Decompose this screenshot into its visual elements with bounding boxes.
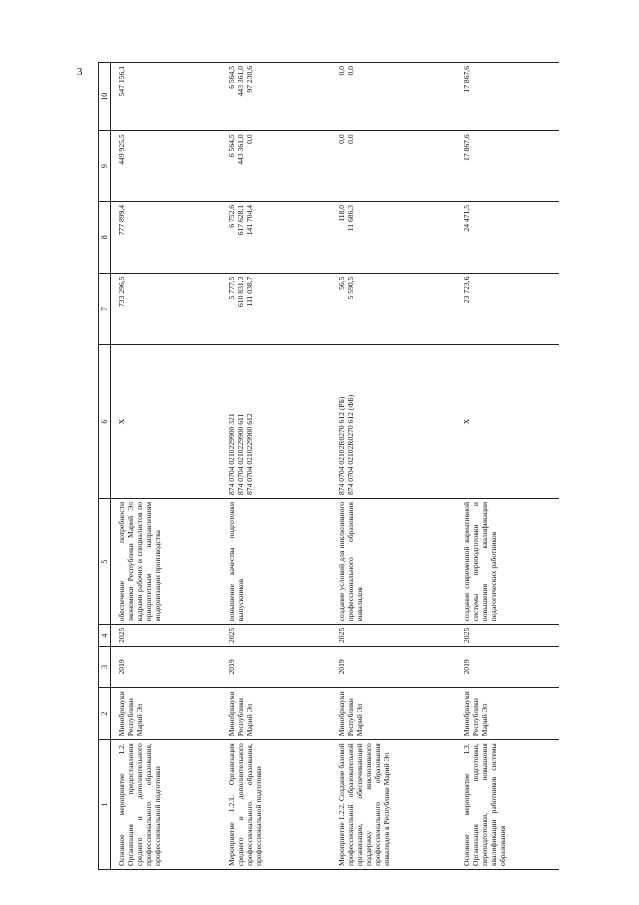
value-line: 733 296,5 — [117, 276, 126, 307]
value-line: 23 723,6 — [462, 276, 471, 304]
kbk-line: Х — [462, 418, 471, 425]
value-col9-cell — [454, 131, 559, 202]
value-col8-cell — [111, 201, 220, 273]
value-line: 97 230,6 — [245, 66, 254, 93]
result-cell: создание условий для инклюзивного профессионального образования инвалидов — [329, 498, 454, 624]
measure-name-cell: Основное мероприятие 1.2. Организация предоставления среднего и дополнительного профессионального образования, профессиональной подготовки — [111, 740, 220, 870]
value-col10-cell — [219, 63, 329, 131]
value-line: 118,0 — [337, 204, 346, 222]
value-line: 777 899,4 — [117, 204, 126, 236]
value-line: 11 686,3 — [346, 204, 355, 232]
value-line: 0,0 — [337, 66, 346, 76]
value-line: 0,0 — [346, 134, 355, 144]
end-year-cell: 2025 — [454, 625, 559, 647]
value-col7-cell — [111, 273, 220, 345]
kbk-line: 874 0704 02102R0270 612 (ФБ) — [346, 394, 355, 495]
value-line: 547 156,1 — [117, 66, 126, 97]
page-number: 3 — [77, 66, 83, 78]
value-col9-cell — [219, 131, 329, 202]
value-line: 443 361,0 — [236, 66, 245, 97]
value-col9-cell — [111, 131, 220, 202]
measure-name-cell: Основное мероприятие 1.3. Организация подготовки, переподготовки, повышения квалификации работников системы образования — [454, 740, 559, 870]
value-col7-cell — [219, 273, 329, 345]
kbk-line: Х — [117, 418, 126, 425]
value-line: 5 590,5 — [346, 276, 355, 300]
value-line: 17 867,6 — [462, 66, 471, 93]
column-number: 7 — [99, 273, 111, 345]
value-col10-cell — [329, 63, 454, 131]
column-number: 5 — [99, 498, 111, 624]
value-col8-cell — [329, 201, 454, 273]
rotated-table-wrapper — [98, 62, 622, 870]
kbk-cell — [454, 345, 559, 499]
start-year-cell: 2019 — [111, 646, 220, 687]
kbk-line: 874 0704 02102R0270 612 (РБ) — [337, 396, 346, 495]
result-cell: создание современной вариативной системы переподготовки и повышения квалификации педагогических работников — [454, 498, 559, 624]
end-year-cell: 2025 — [111, 625, 220, 647]
column-number: 10 — [99, 63, 111, 131]
value-line: 6 564,5 — [227, 134, 236, 158]
value-line: 5 777,5 — [227, 276, 236, 300]
value-col10-cell — [454, 63, 559, 131]
table-header-row — [99, 63, 111, 870]
value-line: 111 038,7 — [245, 276, 254, 307]
value-line: 24 471,5 — [462, 204, 471, 232]
column-number: 2 — [99, 687, 111, 739]
value-line: 610 831,3 — [236, 276, 245, 307]
value-line: 17 867,6 — [462, 134, 471, 161]
value-line: 141 704,4 — [245, 204, 254, 236]
value-line: 0,0 — [245, 134, 254, 144]
column-number: 1 — [99, 740, 111, 870]
table-row — [329, 63, 454, 870]
value-col10-cell — [111, 63, 220, 131]
measure-name-cell: Мероприятие 1.2.2. Создание базовой профессиональной образовательной организации, обеспечивающей поддержку инклюзивного профессионального образования инвалидов в Республике Марий Эл — [329, 740, 454, 870]
column-number: 9 — [99, 131, 111, 202]
value-line: 449 925,5 — [117, 134, 126, 165]
value-line: 6 752,6 — [227, 204, 236, 228]
executor-cell: Минобрнауки Республики Марий Эл — [111, 687, 220, 739]
value-col8-cell — [219, 201, 329, 273]
start-year-cell: 2019 — [329, 646, 454, 687]
value-line: 443 361,0 — [236, 134, 245, 165]
value-line: 6 564,5 — [227, 66, 236, 89]
value-col7-cell — [454, 273, 559, 345]
result-cell: обеспечение потребности экономики Республики Марий Эл кадрами рабочих и специалистов по приоритетным направлениям модернизации производства — [111, 498, 220, 624]
column-number: 3 — [99, 646, 111, 687]
column-number: 8 — [99, 201, 111, 273]
kbk-line: 874 0704 0210229900 611 — [236, 413, 245, 495]
executor-cell: Минобрнауки Республики Марий Эл — [454, 687, 559, 739]
column-number: 4 — [99, 625, 111, 647]
value-line: 0,0 — [337, 134, 346, 144]
executor-cell: Минобрнауки Республики Марий Эл — [219, 687, 329, 739]
table-body — [111, 63, 560, 870]
measure-name-cell: Мероприятие 1.2.1. Организация среднего и дополнительного профессионального образования, профессиональной подготовки — [219, 740, 329, 870]
end-year-cell: 2025 — [329, 625, 454, 647]
kbk-line: 874 0704 0210229900 612 — [245, 413, 254, 495]
kbk-cell — [329, 345, 454, 499]
executor-cell: Минобрнауки Республики Марий Эл — [329, 687, 454, 739]
column-number: 6 — [99, 345, 111, 499]
value-line: 617 628,1 — [236, 204, 245, 236]
start-year-cell: 2019 — [454, 646, 559, 687]
value-line: 56,5 — [337, 276, 346, 290]
kbk-cell — [219, 345, 329, 499]
start-year-cell: 2019 — [219, 646, 329, 687]
table-row — [111, 63, 220, 870]
result-cell: повышение качества подготовки выпускников — [219, 498, 329, 624]
kbk-line: 874 0704 0210229900 321 — [227, 413, 236, 495]
value-col9-cell — [329, 131, 454, 202]
table-row — [454, 63, 559, 870]
value-col7-cell — [329, 273, 454, 345]
value-line: 0,0 — [346, 66, 355, 76]
end-year-cell: 2025 — [219, 625, 329, 647]
kbk-cell — [111, 345, 220, 499]
program-measures-table — [98, 62, 559, 870]
table-row — [219, 63, 329, 870]
value-col8-cell — [454, 201, 559, 273]
